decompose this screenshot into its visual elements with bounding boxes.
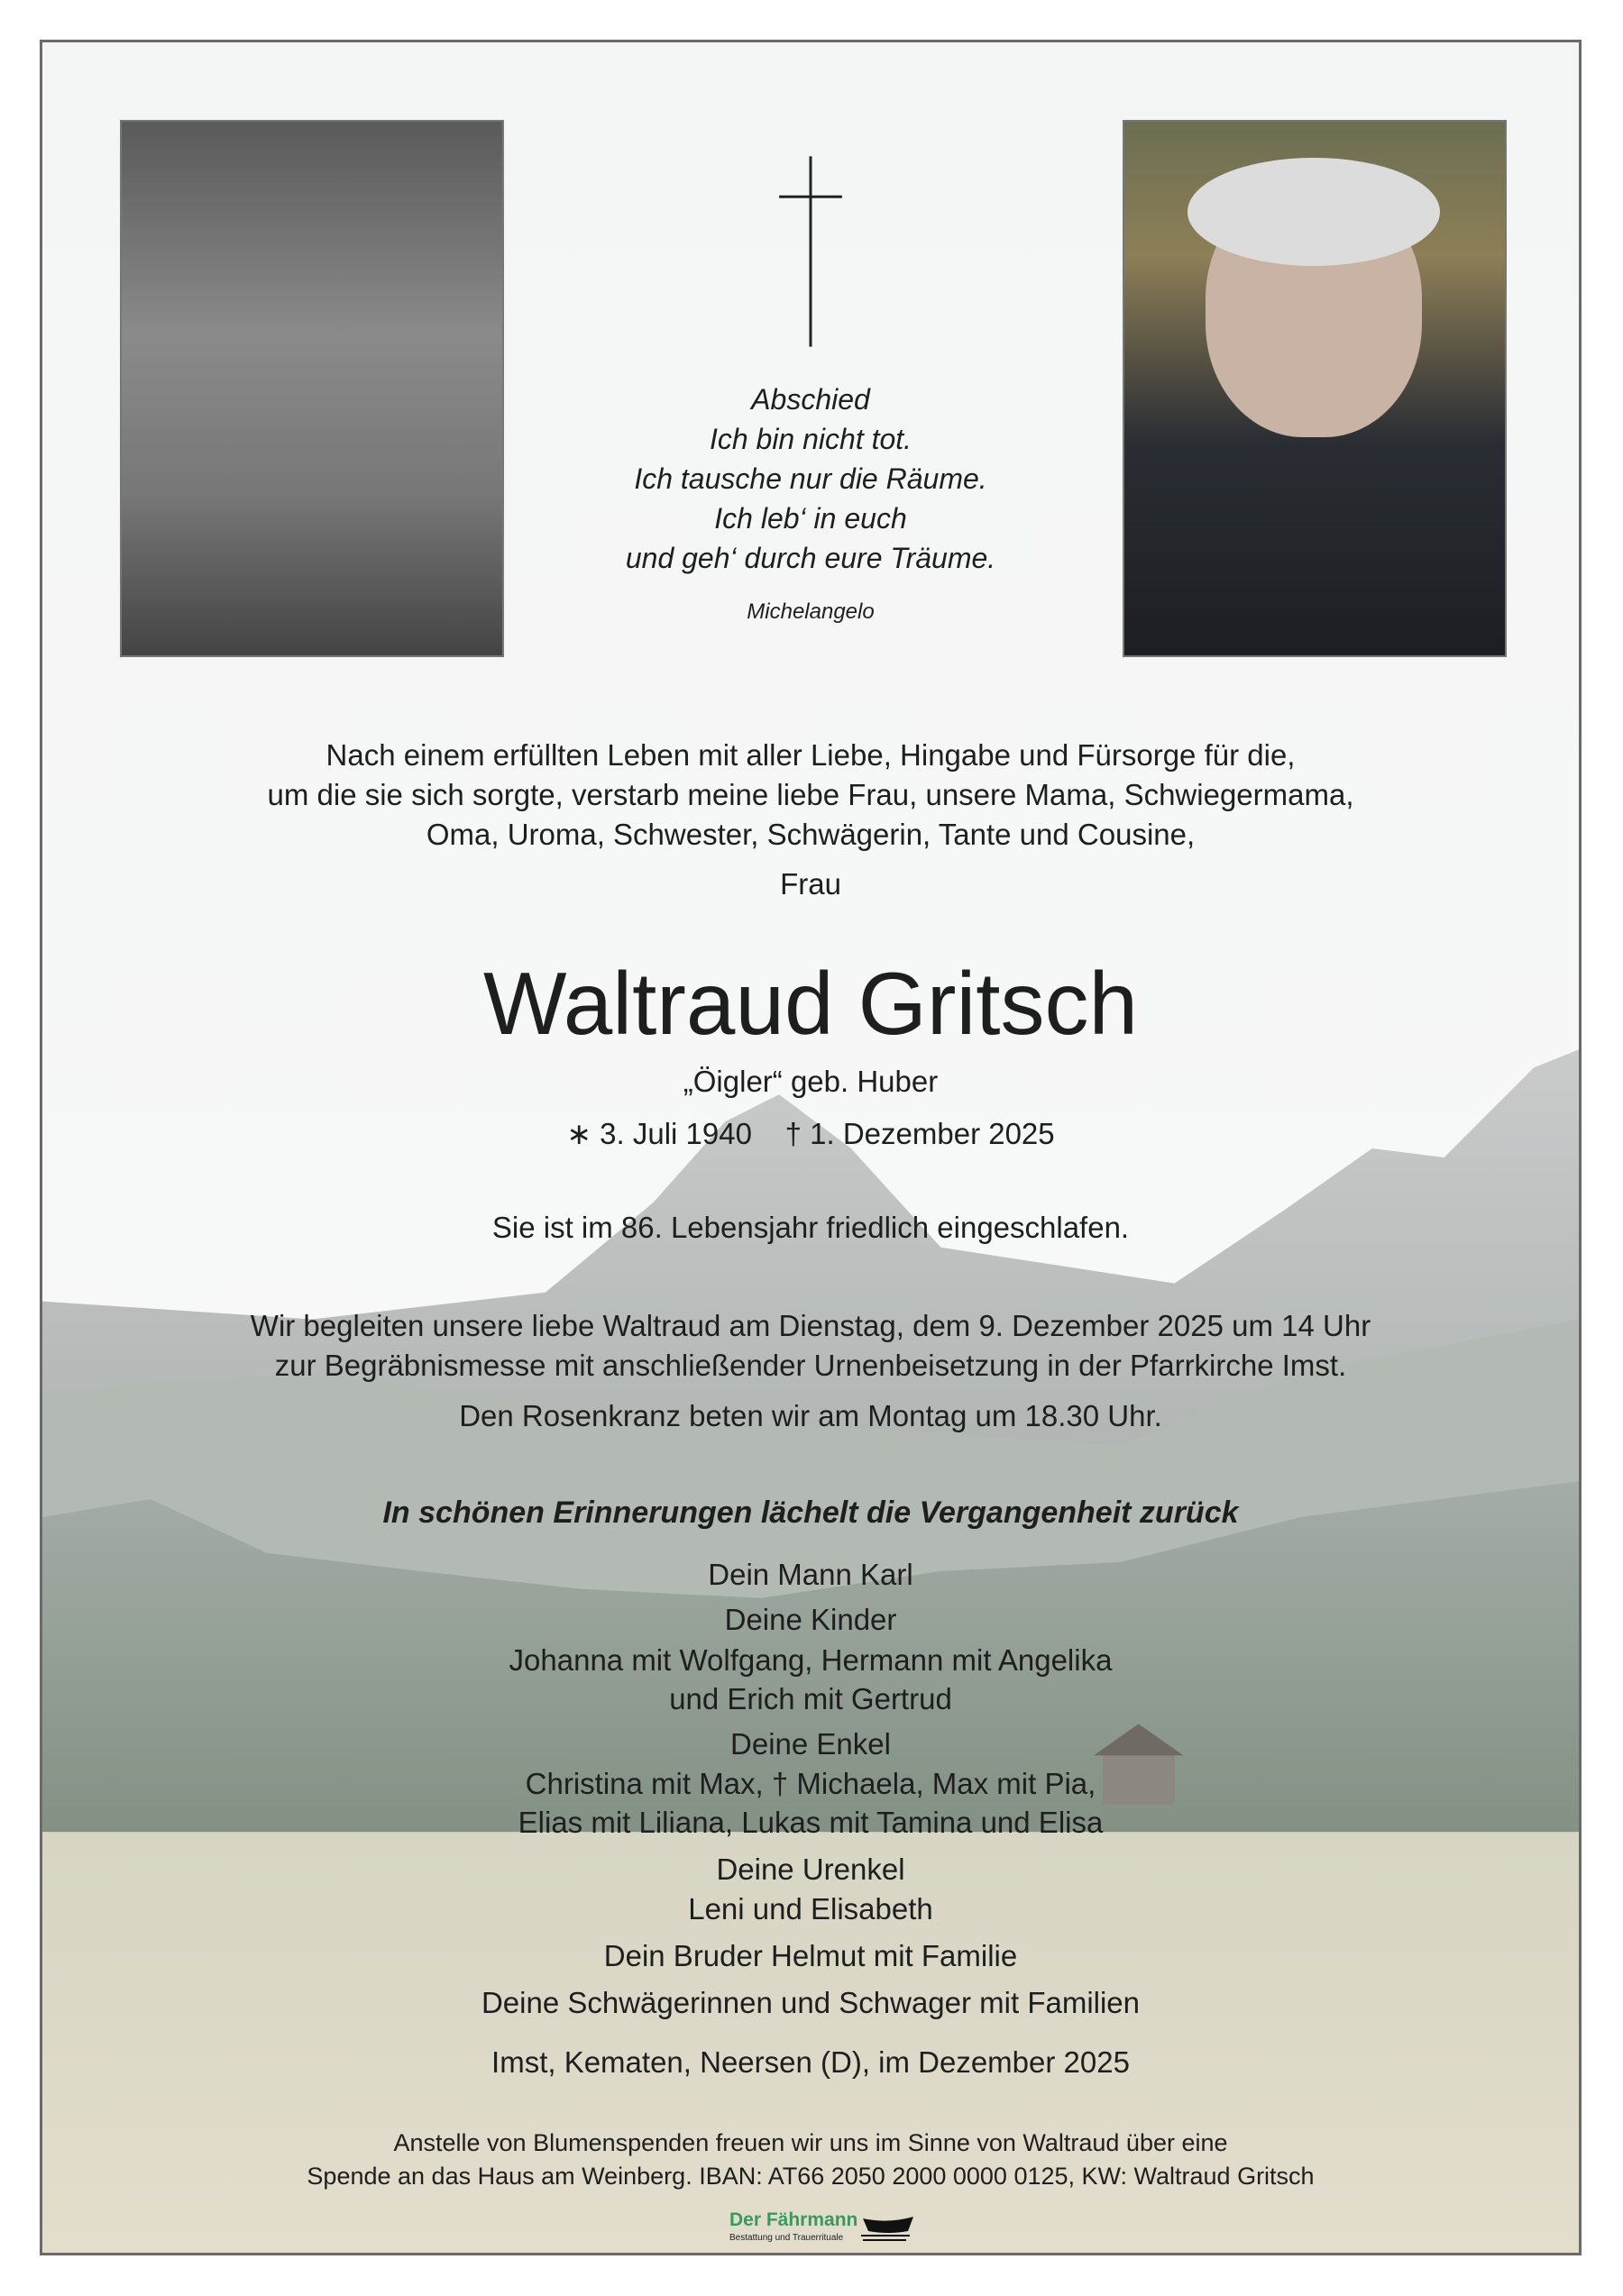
family-line: Deine Schwägerinnen und Schwager mit Familien	[481, 1986, 1141, 2019]
age-text: Sie ist im 86. Lebensjahr friedlich eingeschlafen.	[491, 1211, 1130, 1244]
family-line: Deine Enkel	[730, 1727, 891, 1761]
place-date: Imst, Kematen, Neersen (D), im Dezember 2025	[491, 2045, 1130, 2079]
service-line: Wir begleiten unsere liebe Waltraud am Dienstag, dem 9. Dezember 2025 um 14 Uhr	[250, 1309, 1371, 1342]
poem-line: Ich bin nicht tot.	[709, 423, 912, 455]
logo-name: Der Fährmann	[729, 2209, 858, 2230]
poem-author: Michelangelo	[747, 599, 875, 624]
poem-line: Ich leb‘ in euch	[714, 502, 907, 535]
birth-death-dates: ∗ 3. Juli 1940 † 1. Dezember 2025	[566, 1117, 1055, 1150]
intro-line: um die sie sich sorgte, verstarb meine liebe Frau, unsere Mama, Schwiegermama,	[267, 778, 1354, 811]
family-line: Christina mit Max, † Michaela, Max mit Pia,	[525, 1767, 1096, 1800]
obituary-card	[40, 40, 1582, 2255]
funeral-home-logo	[729, 2209, 937, 2249]
intro-line: Nach einem erfüllten Leben mit aller Liebe, Hingabe und Fürsorge für die,	[326, 738, 1296, 772]
motto: In schönen Erinnerungen lächelt die Vergangenheit zurück	[382, 1496, 1239, 1530]
cross-icon	[42, 156, 1579, 347]
family-line: Deine Kinder	[724, 1603, 897, 1636]
family-line: Dein Mann Karl	[708, 1558, 913, 1591]
donation-line: Anstelle von Blumenspenden freuen wir uns im Sinne von Waltraud über eine	[393, 2129, 1228, 2156]
boat-icon	[861, 2215, 915, 2244]
family-line: Leni und Elisabeth	[688, 1892, 933, 1926]
poem-line: und geh‘ durch eure Träume.	[625, 542, 996, 574]
poem-title: Abschied	[751, 383, 870, 416]
nickname: „Öigler“ geb. Huber	[683, 1065, 939, 1098]
intro-line: Oma, Uroma, Schwester, Schwägerin, Tante und Cousine,	[426, 818, 1196, 851]
service-line: zur Begräbnismesse mit anschließender Urnenbeisetzung in der Pfarrkirche Imst.	[274, 1349, 1347, 1382]
service-line: Den Rosenkranz beten wir am Montag um 18.30 Uhr.	[459, 1399, 1162, 1432]
donation-line: Spende an das Haus am Weinberg. IBAN: AT66 2050 2000 0000 0125, KW: Waltraud Gritsch	[307, 2163, 1315, 2190]
poem-line: Ich tausche nur die Räume.	[634, 462, 987, 495]
family-line: Deine Urenkel	[716, 1852, 905, 1886]
logo-tagline: Bestattung und Trauerrituale	[729, 2233, 844, 2243]
deceased-name: Waltraud Gritsch	[482, 954, 1139, 1053]
family-line: und Erich mit Gertrud	[669, 1682, 952, 1715]
salutation: Frau	[780, 867, 841, 901]
family-line: Johanna mit Wolfgang, Hermann mit Angelika	[509, 1643, 1113, 1677]
family-line: Dein Bruder Helmut mit Familie	[603, 1939, 1018, 1972]
family-line: Elias mit Liliana, Lukas mit Tamina und Elisa	[518, 1806, 1104, 1839]
